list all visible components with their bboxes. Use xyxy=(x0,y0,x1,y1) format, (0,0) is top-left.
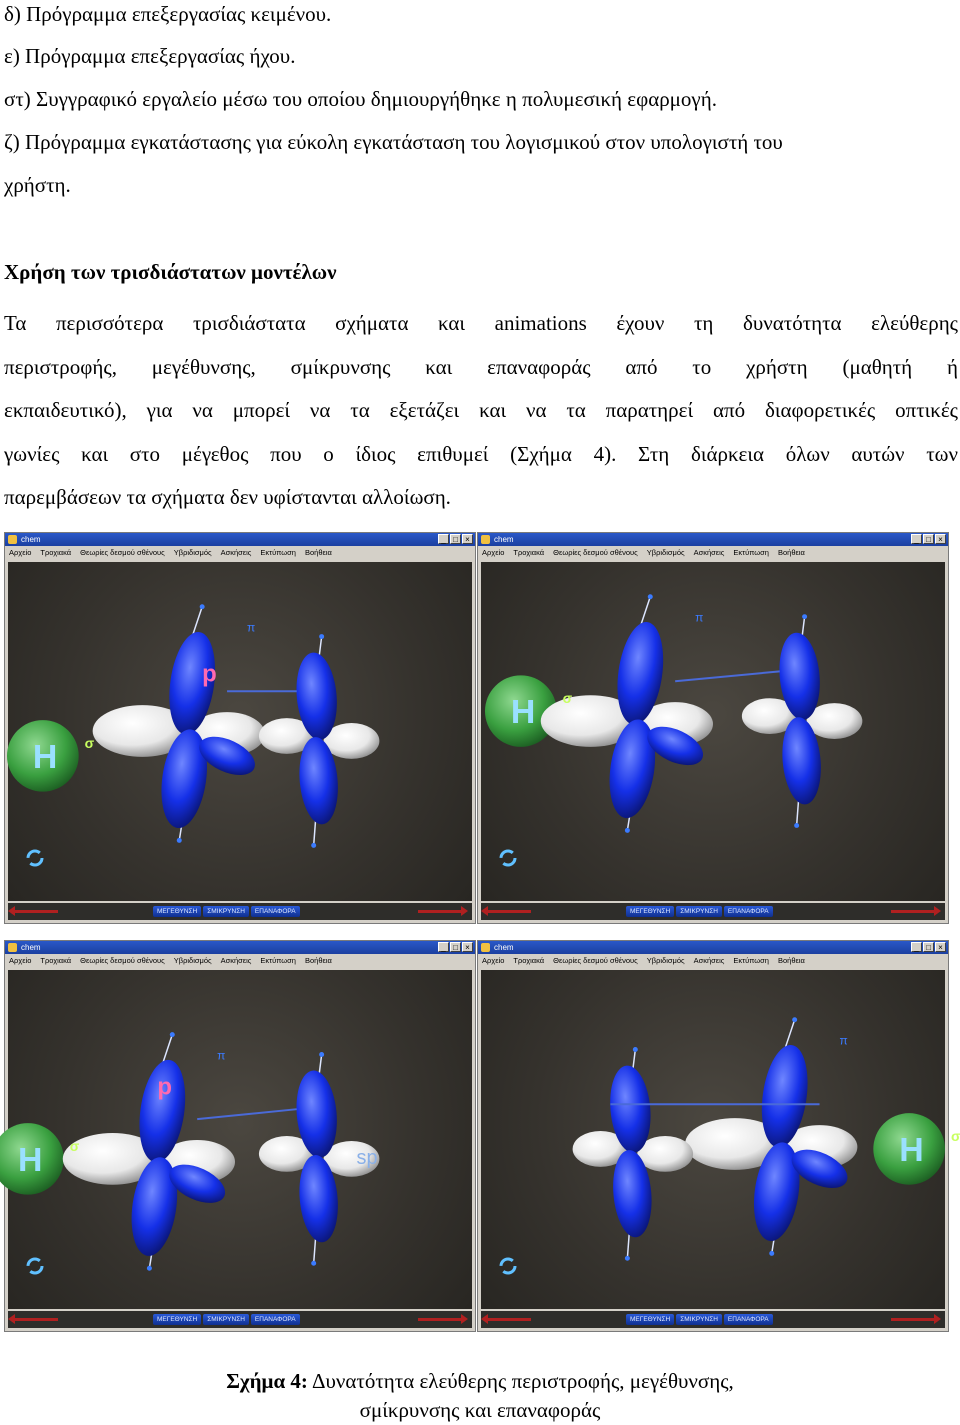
body-paragraph xyxy=(4,302,958,520)
minimize-icon[interactable]: _ xyxy=(911,534,922,544)
zoom-out-button[interactable]: ΣΜΙΚΡΥΝΣΗ xyxy=(676,906,722,917)
atom-label: H xyxy=(32,737,58,776)
axis-arrow-head xyxy=(802,614,807,619)
menu-item[interactable]: Αρχείο xyxy=(482,956,505,965)
zoom-controls xyxy=(626,1314,773,1325)
3d-viewport[interactable] xyxy=(8,562,472,901)
menu-item[interactable]: Ασκήσεις xyxy=(693,548,725,557)
axis-arrow-head xyxy=(311,1261,316,1266)
close-icon[interactable]: × xyxy=(462,534,473,544)
menu-item[interactable]: Αρχείο xyxy=(482,548,505,557)
axis-arrow-head xyxy=(648,594,653,599)
p-label: p xyxy=(157,1073,172,1101)
menu-item[interactable]: Υβριδισμός xyxy=(173,956,212,965)
app-icon xyxy=(481,535,490,544)
window-controls xyxy=(911,534,946,544)
window-titlebar[interactable] xyxy=(5,941,475,954)
menu-item[interactable]: Θεωρίες δεσμού σθένους xyxy=(553,548,638,557)
window-controls xyxy=(438,942,473,952)
list-item-installer: ζ) Πρόγραμμα εγκατάστασης για εύκολη εγκατάσταση του λογισμικού στον υπολογιστή του xyxy=(4,130,783,154)
screenshot-panel-2 xyxy=(477,532,949,924)
window-title: chem xyxy=(21,943,41,952)
atom-label: H xyxy=(17,1140,43,1179)
back-arrow-icon[interactable] xyxy=(487,1318,531,1321)
paragraph-line: περιστροφής, μεγέθυνσης, σμίκρυνσης και επαναφοράς από το χρήστη (μαθητή ή xyxy=(4,354,958,379)
maximize-icon[interactable]: □ xyxy=(450,942,461,952)
sigma-label: σ xyxy=(950,1128,960,1144)
pi-label: π xyxy=(217,1048,226,1063)
reset-button[interactable]: ΕΠΑΝΑΦΟΡΑ xyxy=(724,1314,773,1325)
list-item-installer-cont: χρήστη. xyxy=(4,173,71,197)
rotate-icon[interactable] xyxy=(26,849,44,867)
axis-arrow-head xyxy=(147,1266,152,1271)
section-heading: Χρήση των τρισδιάστατων μοντέλων xyxy=(4,260,337,284)
screenshot-panel-4 xyxy=(477,940,960,1332)
menu-bar xyxy=(478,546,948,560)
close-icon[interactable]: × xyxy=(462,942,473,952)
maximize-icon[interactable]: □ xyxy=(450,534,461,544)
reset-button[interactable]: ΕΠΑΝΑΦΟΡΑ xyxy=(724,906,773,917)
menu-item[interactable]: Βοήθεια xyxy=(304,956,332,965)
sigma-label: σ xyxy=(562,690,573,707)
orbital-model xyxy=(8,970,472,1309)
atom-label: H xyxy=(899,1130,924,1169)
window-title: chem xyxy=(21,535,41,544)
axis-arrow-head xyxy=(769,1251,774,1256)
maximize-icon[interactable]: □ xyxy=(923,942,934,952)
axis-arrow-head xyxy=(177,838,182,843)
minimize-icon[interactable]: _ xyxy=(911,942,922,952)
back-arrow-icon[interactable] xyxy=(487,910,531,913)
window-controls xyxy=(438,534,473,544)
pi-label: π xyxy=(839,1033,848,1048)
menu-bar xyxy=(5,954,475,968)
zoom-in-button[interactable]: ΜΕΓΕΘΥΝΣΗ xyxy=(153,906,201,917)
figure-caption xyxy=(0,1368,960,1395)
forward-arrow-icon[interactable] xyxy=(891,910,935,913)
app-icon xyxy=(8,535,17,544)
menu-item[interactable]: Θεωρίες δεσμού σθένους xyxy=(80,548,165,557)
axis-arrow-head xyxy=(200,604,205,609)
menu-item[interactable]: Υβριδισμός xyxy=(173,548,212,557)
menu-item[interactable]: Βοήθεια xyxy=(777,956,805,965)
axis-arrow-head xyxy=(319,634,324,639)
menu-item[interactable]: Υβριδισμός xyxy=(646,956,685,965)
reset-button[interactable]: ΕΠΑΝΑΦΟΡΑ xyxy=(251,906,300,917)
screenshot-panel-3 xyxy=(4,940,476,1332)
rotate-icon[interactable] xyxy=(26,1257,44,1275)
paragraph-line: εκπαιδευτικό), για να μπορεί να τα εξετάζει και να τα παρατηρεί από διαφορετικές οπτικές xyxy=(4,398,958,422)
figure-caption-line2: σμίκρυνσης και επαναφοράς xyxy=(359,1398,601,1422)
pi-bond-line xyxy=(675,671,780,681)
menu-item[interactable]: Εκτύπωση xyxy=(733,956,769,965)
axis-arrow-head xyxy=(170,1032,175,1037)
menu-item[interactable]: Τροχιακά xyxy=(40,548,72,557)
axis-arrow-head xyxy=(792,1017,797,1022)
axis-arrow-head xyxy=(633,1047,638,1052)
orbital-model xyxy=(8,562,472,901)
window-title: chem xyxy=(494,943,514,952)
zoom-controls xyxy=(153,1314,300,1325)
menu-item[interactable]: Βοήθεια xyxy=(777,548,805,557)
figure-caption-label: Σχήμα 4: xyxy=(226,1369,308,1393)
3d-viewport[interactable] xyxy=(481,562,945,901)
back-arrow-icon[interactable] xyxy=(14,910,58,913)
control-bar xyxy=(481,903,945,920)
window-titlebar[interactable] xyxy=(478,533,948,546)
zoom-out-button[interactable]: ΣΜΙΚΡΥΝΣΗ xyxy=(676,1314,722,1325)
menu-bar xyxy=(478,954,948,968)
atom-label: H xyxy=(510,693,536,732)
zoom-in-button[interactable]: ΜΕΓΕΘΥΝΣΗ xyxy=(153,1314,201,1325)
menu-item[interactable]: Θεωρίες δεσμού σθένους xyxy=(553,956,638,965)
3d-viewport[interactable] xyxy=(481,970,960,1309)
menu-item[interactable]: Εκτύπωση xyxy=(733,548,769,557)
3d-viewport[interactable] xyxy=(8,970,472,1309)
minimize-icon[interactable]: _ xyxy=(438,534,449,544)
p-label: p xyxy=(202,660,217,688)
control-bar xyxy=(8,1311,472,1328)
sp-label: sp xyxy=(356,1146,378,1169)
menu-item[interactable]: Εκτύπωση xyxy=(260,956,296,965)
control-bar xyxy=(8,903,472,920)
reset-button[interactable]: ΕΠΑΝΑΦΟΡΑ xyxy=(251,1314,300,1325)
rotate-icon[interactable] xyxy=(499,849,517,867)
menu-item[interactable]: Τροχιακά xyxy=(40,956,72,965)
axis-arrow-head xyxy=(311,843,316,848)
sigma-label: σ xyxy=(69,1137,80,1154)
zoom-in-button[interactable]: ΜΕΓΕΘΥΝΣΗ xyxy=(626,1314,674,1325)
axis-arrow-head xyxy=(625,1256,630,1261)
window-titlebar[interactable] xyxy=(5,533,475,546)
list-item-word-processor: δ) Πρόγραμμα επεξεργασίας κειμένου. xyxy=(4,2,332,26)
minimize-icon[interactable]: _ xyxy=(438,942,449,952)
sigma-label: σ xyxy=(84,734,95,751)
menu-item[interactable]: Υβριδισμός xyxy=(646,548,685,557)
list-item-authoring-tool: στ) Συγγραφικό εργαλείο μέσω του οποίου δημιουργήθηκε η πολυμεσική εφαρμογή. xyxy=(4,87,717,111)
zoom-out-button[interactable]: ΣΜΙΚΡΥΝΣΗ xyxy=(203,906,249,917)
close-icon[interactable]: × xyxy=(935,942,946,952)
menu-item[interactable]: Αρχείο xyxy=(9,548,32,557)
menu-item[interactable]: Θεωρίες δεσμού σθένους xyxy=(80,956,165,965)
figure-caption-line1: Δυνατότητα ελεύθερης περιστροφής, μεγέθυνσης, xyxy=(312,1369,734,1393)
menu-item[interactable]: Βοήθεια xyxy=(304,548,332,557)
zoom-controls xyxy=(153,906,300,917)
back-arrow-icon[interactable] xyxy=(14,1318,58,1321)
paragraph-line: γωνίες και στο μέγεθος που ο ίδιος επιθυμεί (Σχήμα 4). Στη διάρκεια όλων αυτών των xyxy=(4,441,958,466)
rotate-icon[interactable] xyxy=(499,1257,517,1275)
menu-bar xyxy=(5,546,475,560)
pi-label: π xyxy=(246,620,256,635)
forward-arrow-icon[interactable] xyxy=(418,910,462,913)
app-icon xyxy=(8,943,17,952)
axis-arrow-head xyxy=(625,828,630,833)
pi-label: π xyxy=(695,610,704,625)
screenshot-panel-1 xyxy=(4,532,476,924)
app-icon xyxy=(481,943,490,952)
list-item-audio-editor: ε) Πρόγραμμα επεξεργασίας ήχου. xyxy=(4,44,296,68)
window-title: chem xyxy=(494,535,514,544)
forward-arrow-icon[interactable] xyxy=(891,1318,935,1321)
menu-item[interactable]: Τροχιακά xyxy=(513,548,545,557)
forward-arrow-icon[interactable] xyxy=(418,1318,462,1321)
menu-item[interactable]: Τροχιακά xyxy=(513,956,545,965)
zoom-in-button[interactable]: ΜΕΓΕΘΥΝΣΗ xyxy=(626,906,674,917)
orbital-model xyxy=(481,562,945,901)
menu-item[interactable]: Ασκήσεις xyxy=(693,956,725,965)
zoom-controls xyxy=(626,906,773,917)
zoom-out-button[interactable]: ΣΜΙΚΡΥΝΣΗ xyxy=(203,1314,249,1325)
close-icon[interactable]: × xyxy=(935,534,946,544)
maximize-icon[interactable]: □ xyxy=(923,534,934,544)
pi-bond-line xyxy=(197,1109,297,1119)
axis-arrow-head xyxy=(319,1052,324,1057)
menu-item[interactable]: Ασκήσεις xyxy=(220,956,252,965)
paragraph-line: παρεμβάσεων τα σχήματα δεν υφίστανται αλλοίωση. xyxy=(4,485,451,509)
window-controls xyxy=(911,942,946,952)
menu-item[interactable]: Ασκήσεις xyxy=(220,548,252,557)
menu-item[interactable]: Αρχείο xyxy=(9,956,32,965)
window-titlebar[interactable] xyxy=(478,941,948,954)
paragraph-line: Τα περισσότερα τρισδιάστατα σχήματα και animations έχουν τη δυνατότητα ελεύθερης xyxy=(4,311,958,335)
control-bar xyxy=(481,1311,945,1328)
axis-arrow-head xyxy=(794,823,799,828)
menu-item[interactable]: Εκτύπωση xyxy=(260,548,296,557)
orbital-model xyxy=(481,970,960,1309)
